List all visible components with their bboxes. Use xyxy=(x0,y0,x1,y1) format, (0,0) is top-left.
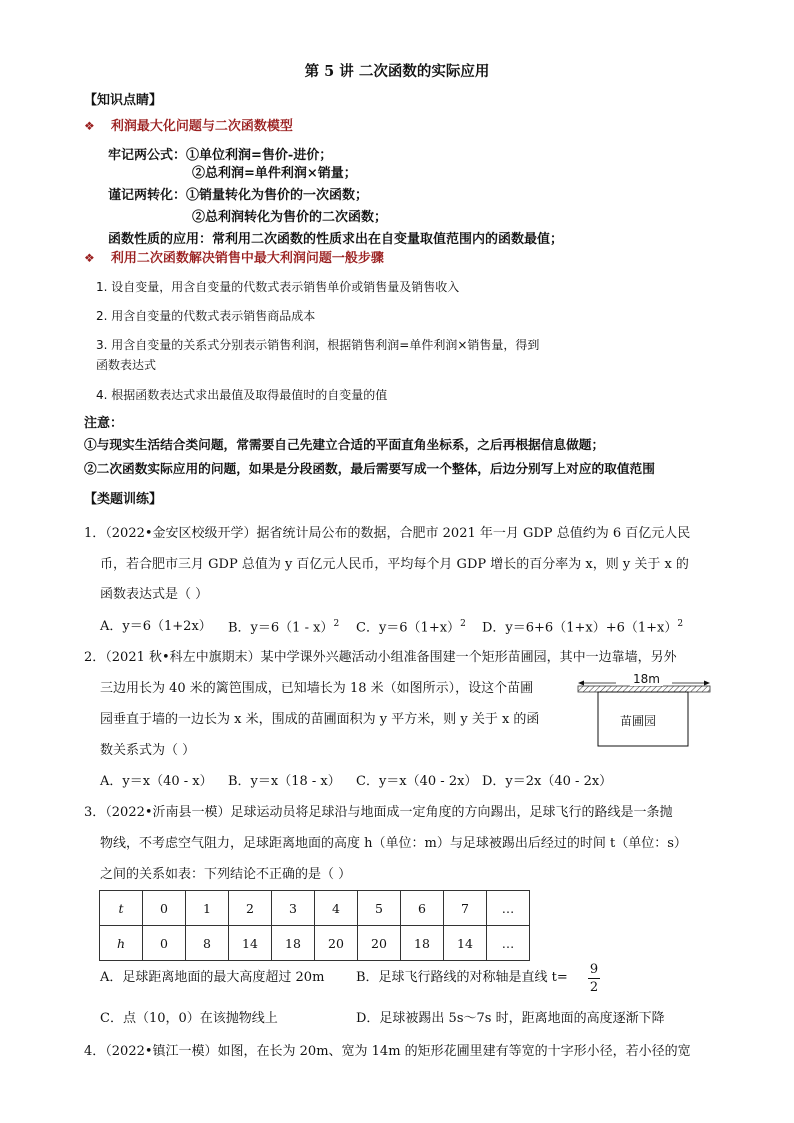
q3-line-3: 之间的关系如表：下列结论不正确的是（ ） xyxy=(100,867,352,882)
step-2: 2. 用含自变量的代数式表示销售商品成本 xyxy=(96,309,316,323)
knowledge-header: 【知识点睛】 xyxy=(84,93,163,108)
table-cell: 0 xyxy=(143,926,186,961)
bullet-1-text: 利润最大化问题与二次函数模型 xyxy=(110,119,293,134)
q1-line-3: 函数表达式是（ ） xyxy=(100,587,209,602)
q1-line-1: 1．（2022•金安区校级开学）据省统计局公布的数据，合肥市 2021 年一月 GDP 总值约为 6 百亿元人民 xyxy=(84,526,691,541)
wall-length-label: 18m xyxy=(630,672,663,686)
table-row xyxy=(100,926,530,961)
table-cell: … xyxy=(487,891,530,926)
step-4: 4. 根据函数表达式求出最值及取得最值时的自变量的值 xyxy=(96,388,388,402)
q3-line-1: 3．（2022•沂南县一模）足球运动员将足球沿与地面成一定角度的方向踢出，足球飞行的路线是一条抛 xyxy=(84,805,673,820)
q1-option-b: B．y＝6（1 - x）$^2$ xyxy=(228,619,340,636)
fraction-bar xyxy=(588,978,600,979)
table-cell: 3 xyxy=(272,891,315,926)
table-cell: 6 xyxy=(401,891,444,926)
note-2: ②二次函数实际应用的问题，如果是分段函数，最后需要写成一个整体，后边分别写上对应的取值范围 xyxy=(84,461,655,476)
garden-figure xyxy=(576,672,712,748)
step-3-continued: 函数表达式 xyxy=(96,358,157,372)
knowledge-bullet-2 xyxy=(84,251,384,267)
practice-header: 【类题训练】 xyxy=(84,492,163,507)
q3-option-b: B．足球飞行路线的对称轴是直线 t= xyxy=(356,970,568,985)
garden-diagram xyxy=(576,676,712,748)
table-cell: 7 xyxy=(444,891,487,926)
q2-option-b: B．y＝x（18 - x） xyxy=(228,774,341,789)
q3-option-a: A．足球距离地面的最大高度超过 20m xyxy=(100,970,325,985)
function-property-line: 函数性质的应用：常利用二次函数的性质求出在自变量取值范围内的函数最值； xyxy=(108,232,564,247)
step-1: 1. 设自变量，用含自变量的代数式表示销售单价或销售量及销售收入 xyxy=(96,280,460,294)
fraction-numerator: 9 xyxy=(589,962,599,977)
height-time-table xyxy=(99,890,530,961)
table-cell: 20 xyxy=(315,926,358,961)
table-cell: 18 xyxy=(272,926,315,961)
fraction-nine-halves xyxy=(586,962,602,995)
table-cell: … xyxy=(487,926,530,961)
bullet-2-text: 利用二次函数解决销售中最大利润问题一般步骤 xyxy=(110,251,384,266)
q3-option-d: D．足球被踢出 5s～7s 时，距离地面的高度逐渐下降 xyxy=(356,1011,665,1026)
wall-hatch xyxy=(578,686,710,692)
q1-option-d: D．$y=6+6(1+x)+6(1+x)^2$ xyxy=(482,619,684,636)
table-cell: 8 xyxy=(186,926,229,961)
q3-option-c: C．点（10，0）在该抛物线上 xyxy=(100,1011,278,1026)
table-cell: 14 xyxy=(444,926,487,961)
table-cell: 14 xyxy=(229,926,272,961)
table-cell: 4 xyxy=(315,891,358,926)
table-cell: 20 xyxy=(358,926,401,961)
note-header: 注意： xyxy=(84,416,124,431)
q1-option-c: C．$y=6(1+x)^2$ xyxy=(356,619,466,636)
q1-option-a: A．y＝6（1+2x） xyxy=(100,619,212,634)
q4-line-1: 4．（2022•镇江一模）如图，在长为 20m、宽为 14m 的矩形花圃里建有等宽的十字形小径，若小径的宽 xyxy=(84,1044,691,1059)
table-cell: h xyxy=(100,926,143,961)
formula-line-2: ②总利润=单件利润×销量； xyxy=(192,166,357,181)
table-cell: 2 xyxy=(229,891,272,926)
page-title: 第 5 讲 二次函数的实际应用 xyxy=(304,63,490,80)
q2-line-1: 2．（2021 秋•科左中旗期末）某中学课外兴趣活动小组准备围建一个矩形苗圃园，其中一边靠墙，另外 xyxy=(84,650,677,665)
arrowhead-left-icon xyxy=(578,681,584,686)
conversion-line-2: ②总利润转化为售价的二次函数； xyxy=(192,210,388,225)
formula-line-1: 牢记两公式：①单位利润=售价-进价； xyxy=(108,148,333,163)
table-cell: 0 xyxy=(143,891,186,926)
q2-line-3: 园垂直于墙的一边长为 x 米，围成的苗圃面积为 y 平方米，则 y 关于 x 的函 xyxy=(100,712,540,727)
fraction-denominator: 2 xyxy=(589,980,599,995)
q2-line-2: 三边用长为 40 米的篱笆围成，已知墙长为 18 米（如图所示），设这个苗圃 xyxy=(100,681,534,696)
table-cell: 18 xyxy=(401,926,444,961)
q3-line-2: 物线，不考虑空气阻力，足球距离地面的高度 h（单位：m）与足球被踢出后经过的时间 t（单位：s） xyxy=(100,836,687,851)
arrowhead-right-icon xyxy=(704,681,710,686)
q1-line-2: 币，若合肥市三月 GDP 总值为 y 百亿元人民币，平均每个月 GDP 增长的百分率为 x，则 y 关于 x 的 xyxy=(100,557,689,572)
q2-line-4: 数关系式为（ ） xyxy=(100,743,196,758)
table-cell: 1 xyxy=(186,891,229,926)
diamond-bullet-icon: ❖ xyxy=(84,119,95,133)
table-cell: t xyxy=(100,891,143,926)
table-row xyxy=(100,891,530,926)
q2-option-a: A．y＝x（40 - x） xyxy=(100,774,213,789)
step-3: 3. 用含自变量的关系式分别表示销售利润，根据销售利润=单件利润×销售量，得到 xyxy=(96,338,540,352)
knowledge-bullet-1 xyxy=(84,119,293,135)
table-cell: 5 xyxy=(358,891,401,926)
q2-option-d: D．y＝2x（40 - 2x） xyxy=(482,774,613,789)
garden-label: 苗圃园 xyxy=(620,714,657,728)
conversion-line-1: 谨记两转化：①销量转化为售价的一次函数； xyxy=(108,188,369,203)
diamond-bullet-icon: ❖ xyxy=(84,251,95,265)
q2-option-c: C．y＝x（40 - 2x） xyxy=(356,774,478,789)
note-1: ①与现实生活结合类问题，常需要自己先建立合适的平面直角坐标系，之后再根据信息做题； xyxy=(84,437,605,452)
